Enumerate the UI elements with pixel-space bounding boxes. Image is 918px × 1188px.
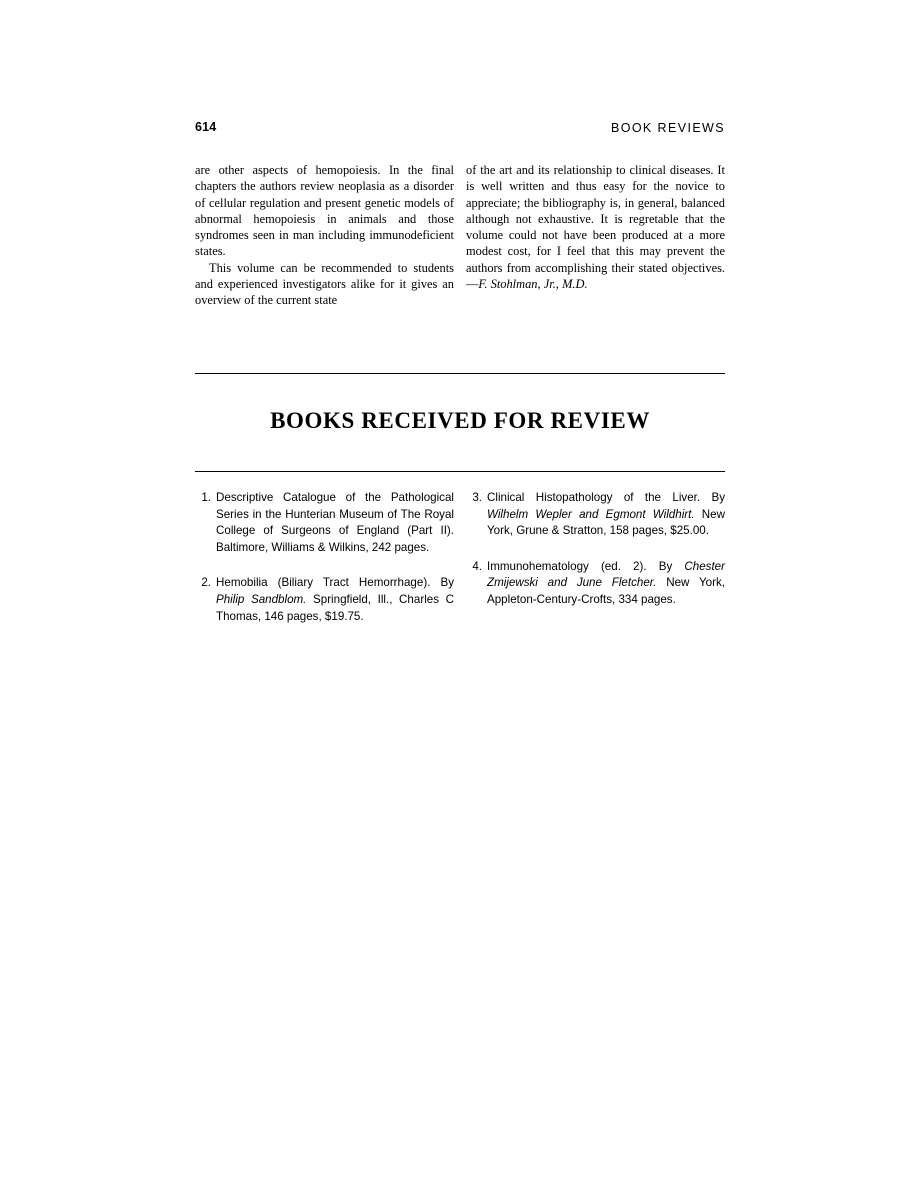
running-head-title: BOOK REVIEWS: [610, 121, 725, 135]
book-entry-citation: Springfield, Ill., Charles C Thomas, 146 pages, $19.75.: [216, 592, 454, 623]
book-entry-number: 4.: [472, 559, 482, 573]
book-entry-citation: Clinical Histopathology of the Liver. By: [487, 491, 725, 504]
book-entry: [195, 490, 454, 556]
review-paragraph: [466, 162, 725, 292]
book-entry-text: [487, 490, 725, 540]
books-received-list: [195, 490, 725, 625]
section-heading: BOOKS RECEIVED FOR REVIEW: [270, 408, 650, 433]
books-received-left-column: [195, 490, 454, 625]
book-entry-citation: Immunohematology (ed. 2). By: [487, 559, 685, 573]
review-paragraph: This volume can be recommended to students and experienced investigators alike for it gives an overview of the current state: [195, 260, 454, 308]
book-entry-text: [487, 559, 725, 609]
book-entry: [466, 559, 725, 609]
book-entry-author: Philip Sandblom.: [216, 592, 307, 606]
page-number: 614: [195, 120, 217, 134]
review-body-right-column: [466, 162, 725, 309]
book-entry: [195, 575, 454, 625]
book-entry-text: [216, 575, 454, 625]
book-entry: [466, 490, 725, 540]
book-entry-author: Wilhelm Wepler and Egmont Wildhirt.: [487, 507, 695, 521]
book-entry-citation: Hemobilia (Biliary Tract Hemorrhage). By: [216, 576, 454, 590]
book-entry-number: 1.: [201, 491, 211, 504]
book-entry-text: [216, 490, 454, 556]
section-rule-bottom: [195, 471, 725, 472]
book-entry-number: 2.: [201, 576, 211, 590]
book-entry-number: 3.: [472, 491, 482, 504]
review-body: [195, 162, 725, 309]
review-paragraph: are other aspects of hemopoiesis. In the final chapters the authors review neoplasia as a disorder of cellular regulation and present genetic models of abnormal hemopoiesis in animals and those syndromes seen in man including immunodeficient states.: [195, 163, 454, 259]
book-entry-citation: New York, Grune & Stratton, 158 pages, $25.00.: [487, 507, 725, 538]
review-paragraph-text: of the art and its relationship to clinical diseases. It is well written and thus easy for the novice to appreciate; the bibliography is, in general, balanced although not exhaustive. It is regretable that the volume could not have been produced at a more modest cost, for I feel that this may prevent the authors from accomplishing their stated objectives.—: [466, 163, 725, 292]
review-signature: F. Stohlman, Jr., M.D.: [478, 277, 588, 292]
section-rule-top: [195, 373, 725, 374]
book-entry-citation: New York, Appleton-Century-Crofts, 334 pages.: [487, 576, 726, 606]
book-entry-citation: Descriptive Catalogue of the Pathological Series in the Hunterian Museum of The Royal College of Surgeons of England (Part II). Baltimore, Williams & Wilkins, 242 pages.: [216, 491, 454, 554]
book-entry-author: Chester Zmijewski and June Fletcher.: [487, 559, 725, 590]
books-received-right-column: [466, 490, 725, 625]
running-head: [195, 120, 725, 138]
review-body-left-column: [195, 162, 454, 309]
